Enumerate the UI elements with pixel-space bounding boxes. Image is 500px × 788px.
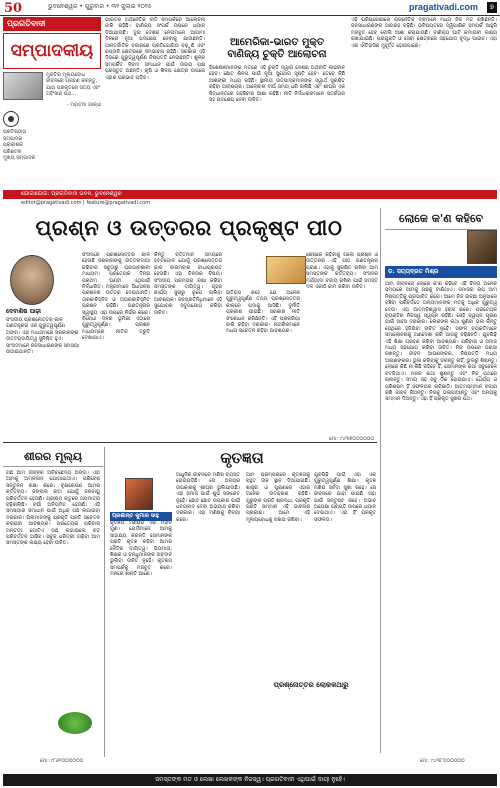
author-name: ଦେବାଶିଷ ପାଢ଼ୀ [6,308,41,315]
article-image [266,256,306,284]
column-box [380,208,497,753]
sidebar-body: ଗଛ ଆମ ଜୀବନର ଅବିଚ୍ଛେଦ୍ୟ ଅଙ୍ଗ। ଏହା ଆମକୁ ଅମ୍ଳଜାନ ଯୋଗାଇଥାଏ। ପରିବେଶ ସନ୍ତୁଳନ ରକ୍ଷା କରେ। ବୃକ୍ଷରୋପଣ ଆମର କର୍ତ୍ତବ୍ୟ। ଜଙ୍ଗଲ କଟା ଯୋଗୁଁ ଜଳବାୟୁ ପରିବର୍ତ୍ତନ ହେଉଛି। ଗ୍ରୀଷ୍ମ ଋତୁରେ ତାପମାତ୍ରା ବଢ଼ିଚାଲିଛି। ବର୍ଷା ଅନିୟମିତ ହେଉଛି। ଏହି ସମସ୍ୟାର ସମାଧାନ ପାଇଁ ଅଧିକ ଗଛ ଲଗାଇବା ଦରକାର। ପିଲାମାନଙ୍କୁ ପ୍ରକୃତି ପ୍ରତି ସଚେତନ କରାଇବା ଆବଶ୍ୟକ। ପ୍ରତ୍ୟେକ ପରିବାର ଅନ୍ତତଃ ଗୋଟିଏ ଗଛ ଲଗାଇଲେ ବଡ଼ ପରିବର୍ତ୍ତନ ଆସିବ। ସବୁଜ ଧରିତ୍ରୀ ଗଢ଼ିବା ଆମ ସମସ୍ତଙ୍କ ଲକ୍ଷ୍ୟ ହେବା ଉଚିତ। [6,470,100,547]
gandhi-quote: ମୁକ୍ତିର ମୂଲ୍ୟବୋଧ ଜୀବନରେ ଗ୍ରହଣ କରନ୍ତୁ, ଯାହା ପ୍ରକୃତରେ ସତ୍ୟ ଏବଂ ଅହିଂସାର ପଥ... [46,72,101,98]
divider [3,442,377,443]
contact-bar: ଯୋଗାଯୋଗ: ପ୍ରଗତିବାଦୀ ଭବନ, ଭୁବନେଶ୍ୱର [3,190,497,199]
article-heading: କୃତଜ୍ଞତା [220,449,264,467]
editor-line: ସମ୍ପାଦକ [3,135,23,142]
page-number: ୭ [487,2,497,13]
editor-lines [3,136,101,162]
article-col: ଯୁବପିଢ଼ି ପାଇଁ ଏହା ଏକ ଗୁରୁତ୍ୱପୂର୍ଣ୍ଣ ଶିକ୍ଷା। କୃତଜ୍ଞ ମଣିଷ ସର୍ବଦା ସୁଖୀ ରହେ। ସେ ଜୀବନରେ ଯାହା ପାଇଛି ତାହା ପାଇଁ ସନ୍ତୁଷ୍ଟ ରହେ। ଅଭାବ ଅପେକ୍ଷା ପ୍ରାପ୍ତି ଉପରେ ଧ୍ୟାନ ଦେଇଥାଏ। ଏହା ହିଁ ପ୍ରକୃତ ସଫଳତା। [314,472,376,523]
author-name: ପ୍ରଶାନ୍ତ କୁମାର ସାହୁ [110,512,172,521]
main-article [82,252,378,434]
sub-heading: ପ୍ରଶ୍ନୋତ୍ତର ଲୋକକଥାରୁ [273,681,349,689]
top-bar [0,0,500,16]
editor-line: ପ୍ରିଣ୍ଟର [3,148,22,155]
section-title: ସମ୍ପାଦକୀୟ [3,33,101,69]
date-line: ଭୁବନେଶ୍ୱର • ଗୁରୁବାର • ୩୧ ଜୁଲାଇ ୨୦୨୫ [48,3,152,10]
editorial-info [3,72,101,187]
footer-disclaimer: ସମସ୍ତଙ୍କ ମତ ଓ ଲେଖା ଲେଖକଙ୍କ ନିଜସ୍ୱ। ପ୍ରଗତିବାଦୀ ଏଥିପାଇଁ ଦାୟୀ ନୁହେଁ। [3,774,497,786]
top-article-headline: ଆମେରିକା-ଭାରତ ମୁକ୍ତ ବାଣିଜ୍ୟ ଚୁକ୍ତି ଆଲୋଚନା [227,37,327,60]
top-article-col: ବିଶେଷଜ୍ଞମାନଙ୍କ ମତରେ ଏହି ଚୁକ୍ତି ଦ୍ୱାରା ଦେଶର ଅର୍ଥନୀତି ଲାଭବାନ ହେବ। ଛୋଟ ଶିଳ୍ପ ପାଇଁ ନୂଆ ସୁଯୋଗ ସୃଷ୍ଟି ହେବ। ତେବେ କିଛି ଆଶଙ୍କା ମଧ୍ୟ ରହିଛି। ସ୍ଥାନୀୟ ଉତ୍ପାଦକମାନଙ୍କ ସ୍ୱାର୍ଥ ସୁରକ୍ଷିତ ରହିବା ଆବଶ୍ୟକ। ଆଲୋଚନା ଦୀର୍ଘ ସମୟ ଧରି ଚାଲିଛି ଏବଂ ଶୀଘ୍ର ଏକ ସିଦ୍ଧାନ୍ତରେ ପହଞ୍ଚିବାର ଆଶା ରହିଛି। ନୀତି ନିର୍ଦ୍ଧାରକମାନେ ସତର୍କତାର ସହ ପଦକ୍ଷେପ ନେବା ଉଚିତ। [209,65,345,104]
top-article-col: ଏହି ପରିପ୍ରେକ୍ଷୀରେ ରାଜନୈତିକ ଦଳମାନେ ମଧ୍ୟ ନିଜ ମତ ରଖିଛନ୍ତି। ଜନସାଧାରଣଙ୍କ ଆଗ୍ରହ ବଢ଼ିଛି। ଭବିଷ୍ୟତରେ ଦ୍ୱିପାକ୍ଷିକ ସମ୍ପର୍କ ଆହୁରି ମଜବୁତ ହେବ ବୋଲି ଆଶା କରାଯାଉଛି। ବାଣିଜ୍ୟ ଘାଟି କମାଇବା ଲକ୍ଷ୍ୟ ରଖାଯାଇଛି। ପ୍ରଯୁକ୍ତି ଓ ସେବା କ୍ଷେତ୍ରରେ ସହଯୋଗ ବୃଦ୍ଧି ପାଇବ। ଏହା ଏକ ଐତିହାସିକ ମୁହୂର୍ତ୍ତ ହୋଇପାରେ। [351,17,497,49]
author-photo [10,255,54,305]
gandhi-portrait [3,72,43,100]
author-contact: ମୋ: ୯୪୩୮୦୦୦୦୦୦ [420,758,465,764]
editor-line: ପ୍ରକାଶକ [3,142,23,149]
founder-emblem-icon [3,111,19,127]
author-photo [125,478,153,510]
top-article [105,17,497,187]
author-contact: ମୋ: ୯୮୬୧୦୦୦୦୦୦ [40,758,84,764]
author-contact: ମୋ: ୯୪୩୭୦୦୦୦୦୦ [328,436,374,442]
sidebar-heading: ଶୀରର ମୂଲ୍ୟ [3,447,103,467]
article-col: ଆମ ପରମ୍ପରାରେ କୃତଜ୍ଞତାକୁ ବହୁତ ଉଚ୍ଚ ସ୍ଥାନ ଦିଆଯାଇଛି। ଶାସ୍ତ୍ର ଓ ପୁରାଣରେ ଏହାର ଅନେକ ଉଦାହରଣ ରହିଛି। ଗୁରୁଙ୍କ ପ୍ରତି ଶ୍ରଦ୍ଧା, ପ୍ରକୃତି ପ୍ରତି ସମ୍ମାନ ଏହି ଭାବନାର ପ୍ରକାଶ। ଆମେ ଏହି ମୂଲ୍ୟବୋଧକୁ ବଞ୍ଚାଇ ରଖିବା। [246,472,310,523]
founder-label: ପ୍ରତିଷ୍ଠାତା [3,129,27,136]
anniversary-logo: 50 [4,1,23,16]
columnist-name: ଡ. ସତ୍ୟବ୍ରତ ମିଶ୍ର [385,266,497,278]
article-col: ଶେଷରେ କହିବାକୁ ଗଲେ ପ୍ରଶ୍ନ ଓ ଉତ୍ତରର ଏହି ପୀଠ ଗଣତନ୍ତ୍ରର ପ୍ରାଣ। ଏହାକୁ ସୁରକ୍ଷିତ ରଖିବା ଆମ ସମସ୍ତଙ୍କ କର୍ତ୍ତବ୍ୟ। ସଂସଦର ମର୍ଯ୍ୟାଦା ବଜାୟ ରଖିବା ପାଇଁ ସମସ୍ତ ଦଳ ଏକାଠି କାମ କରିବା ଉଚିତ। [306,252,378,291]
author-bio: ସଂସଦୀୟ ପ୍ରଶ୍ନୋତ୍ତର କାଳ ଗଣତନ୍ତ୍ରର ଏକ ଗୁରୁତ୍ୱପୂର୍ଣ୍ଣ ଅଙ୍ଗ। ଏହା ମାଧ୍ୟମରେ ସରକାରଙ୍କ ଉତ୍ତରଦାୟିତ୍ୱ ସୁନିଶ୍ଚିତ ହୁଏ। ସାଂସଦମାନେ ଜନସାଧାରଣଙ୍କ ସମସ୍ୟା ଉଠାଇଥାନ୍ତି। [6,317,80,356]
article-col: କିନ୍ତୁ ବର୍ତ୍ତମାନ ସମୟରେ ହଟ୍ଟଗୋଳ ଯୋଗୁଁ ପ୍ରଶ୍ନୋତ୍ତର କାଳ ବାରମ୍ବାର ବାଧାପ୍ରାପ୍ତ ହେଉଛି। ଏହା ଚିନ୍ତାର ବିଷୟ। ସଂସଦୀୟ ପରମ୍ପରା ରକ୍ଷା କରିବା ସମସ୍ତଙ୍କ ଦାୟିତ୍ୱ। ଗୃହର କାର୍ଯ୍ୟ ସୁଚାରୁ ରୂପେ ଚାଲିବା ଆବଶ୍ୟକ। ଜନପ୍ରତିନିଧିମାନେ ଏହି ସୁଯୋଗର ସଦୁପଯୋଗ କରିବା ଉଚିତ। [154,252,222,316]
article-col: ଆଧୁନିକ ଜୀବନରେ ମଣିଷ ବ୍ୟସ୍ତ ହୋଇପଡ଼ିଛି। ସେ ଅନ୍ୟର ଉପକାରକୁ ଶୀଘ୍ର ଭୁଲିଯାଉଛି। ଏହା ସମାଜ ପାଇଁ ଶୁଭ ସଙ୍କେତ ନୁହେଁ। ଛୋଟ ଛୋଟ ଉପକାର ପାଇଁ ଧନ୍ୟବାଦ ଦେବା ଅଭ୍ୟାସ କରିବା ଦରକାର। ଏହା ମଣିଷକୁ ବିନୟୀ କରେ। [176,472,240,523]
main-headline: ପ୍ରଶ୍ନ ଓ ଉତ୍ତରର ପ୍ରକୃଷ୍ଟ ପୀଠ [35,216,343,240]
column-heading: ଲୋକେ କ'ଣ କହିବେ [385,208,497,230]
article-col: ସଂସଦରେ ପ୍ରଶ୍ନୋତ୍ତର କାଳ ହେଉଛି ସରକାରଙ୍କୁ ଉତ୍ତରଦାୟୀ କରିବାର ସବୁଠାରୁ ପ୍ରଭାବଶାଳୀ ମାଧ୍ୟମ। ପ୍ରତ୍ୟେକ ଦିନର ପ୍ରଥମ ଘଣ୍ଟା ଏଥିପାଇଁ ନିର୍ଦ୍ଧାରିତ। ମନ୍ତ୍ରୀମାନେ ସିଧାସଳଖ ପ୍ରଶ୍ନର ଉତ୍ତର ଦେଇଥାନ୍ତି। ତାରକାଚିହ୍ନିତ ଓ ଅତାରକାଚିହ୍ନିତ ପ୍ରଶ୍ନ ରହିଛି। ଗଣତନ୍ତ୍ରର ସ୍ୱାସ୍ଥ୍ୟ ଏହା ଉପରେ ନିର୍ଭର କରେ। ବିରୋଧୀ ଦଳର ଭୂମିକା ଏଠାରେ ଗୁରୁତ୍ୱପୂର୍ଣ୍ଣ। ପ୍ରଶ୍ନ ମାଧ୍ୟମରେ ନୀତିର ତ୍ରୁଟି ଦେଖାଯାଏ। [82,252,150,342]
email-line[interactable]: editor@pragativadi.com | feature@pragativadi.com [21,200,151,206]
top-article-col: ଭାରତର ଅର୍ଥନୈତିକ ନୀତି ସମ୍ପର୍କରେ ଆଲୋଚନା ଜାରି ରହିଛି। ବାଣିଜ୍ୟ ସଂପର୍କ ଉପରେ ଧ୍ୟାନ ଦିଆଯାଉଛି। ଦୁଇ ଦେଶର ନେତାମାନେ ଆଗାମୀ ଦିନରେ ନୂଆ ପଦକ୍ଷେପ ନେବାକୁ ଯାଉଛନ୍ତି। ଆନ୍ତର୍ଜାତିକ ବଜାରରେ ପ୍ରତିଯୋଗିତା ବଢ଼ୁଛି ଏବଂ ରପ୍ତାନି କ୍ଷେତ୍ରରେ ସମ୍ଭାବନା ରହିଛି। ସରକାର ଏହି ଦିଗରେ ଗୁରୁତ୍ୱପୂର୍ଣ୍ଣ ନିଷ୍ପତ୍ତି ନେଇଛନ୍ତି। ଶୁଳ୍କ ସମ୍ପର୍କିତ ବିବାଦ ସମାଧାନ ପାଇଁ ଉଭୟ ପକ୍ଷ ପ୍ରସ୍ତୁତ ଅଛନ୍ତି। କୃଷି ଓ ଶିଳ୍ପ କ୍ଷେତ୍ର ଉପରେ ଏହାର ପ୍ରଭାବ ପଡ଼ିବ। [105,17,205,81]
column-rule [104,447,105,757]
article-col: କୃତଜ୍ଞତା ମଣିଷର ଏକ ମହାନ ଗୁଣ। ଯେଉଁମାନେ ଆମକୁ ସାହାଯ୍ୟ କରନ୍ତି ସେମାନଙ୍କ ପ୍ରତି କୃତଜ୍ଞ ରହିବା ଆମର ନୈତିକ ଦାୟିତ୍ୱ। ପିତାମାତା, ଶିକ୍ଷକ ଓ ବନ୍ଧୁମାନଙ୍କ ଅବଦାନ ଭୁଲିବା ଉଚିତ ନୁହେଁ। କୃତଜ୍ଞତା ସମ୍ପର୍କକୁ ମଜବୁତ କରେ। ମନରେ ଶାନ୍ତି ଆଣେ। [110,520,172,578]
columnist-photo [467,230,497,264]
tree-icon [58,712,92,734]
editor-line: ମୁଖ୍ୟ ସମ୍ପାଦକ [3,155,36,162]
paper-masthead: ପ୍ରଗତିବାଦୀ [3,17,101,31]
column-body: ଆମ ଜୀବନରେ ଲୋକେ କ'ଣ କହିବେ ଏହି ଚିନ୍ତା ଅନେକ ସମୟରେ ଆମକୁ ପଛକୁ ଟାଣିଥାଏ। ସମାଜର ଚାପ ଆମ ନିଷ୍ପତ୍ତିକୁ ପ୍ରଭାବିତ କରେ। ଆମେ ନିଜ ଇଚ୍ଛା ଅନୁସାରେ ବଞ୍ଚିବା ପରିବର୍ତ୍ତେ ଅନ୍ୟମାନଙ୍କ ମତକୁ ଅଧିକ ଗୁରୁତ୍ୱ ଦେଉ। ଏହା ଆତ୍ମବିଶ୍ୱାସ ହ୍ରାସ କରେ। ପ୍ରତ୍ୟେକ ବ୍ୟକ୍ତିର ନିଜସ୍ୱ ସ୍ୱପ୍ନ ରହିଛି। ସେହି ସ୍ୱପ୍ନ ପୂରଣ ପାଇଁ ସାହସ ଦରକାର। ଲୋକଙ୍କ କଥା ଶୁଣିବା ଭଲ କିନ୍ତୁ ସେଥିରେ ହଜିଯିବା ଉଚିତ ନୁହେଁ। ସଫଳ ବ୍ୟକ୍ତିମାନେ ସମାଲୋଚନାକୁ ଅଣଦେଖା କରି ଆଗକୁ ବଢ଼ିଛନ୍ତି। ଯୁବପିଢ଼ି ଏହି ଶିକ୍ଷା ଗ୍ରହଣ କରିବା ଆବଶ୍ୟକ। ପରିବାର ଓ ସମାଜ ମଧ୍ୟ ସହଯୋଗ କରିବା ଉଚିତ। ନିଜ ଉପରେ ଭରସା ରଖନ୍ତୁ। ଜୀବନ ଆପଣଙ୍କର, ନିଷ୍ପତ୍ତି ମଧ୍ୟ ଆପଣଙ୍କର। ଭୁଲ କରିବାକୁ ଡରନ୍ତୁ ନାହିଁ, ଭୁଲରୁ ଶିଖନ୍ତୁ। ଲୋକେ କିଛି ନା କିଛି କହିବେ ହିଁ, ସେମାନଙ୍କ କଥା ସବୁବେଳେ ବଦଳିଥାଏ। ମନର କଥା ଶୁଣନ୍ତୁ ଏବଂ ନିଜ ପଥରେ ଚାଲନ୍ତୁ। ସମୟ ସହ ସବୁ ଠିକ ହୋଇଯାଏ। ଧୈର୍ଯ୍ୟ ଓ ପରିଶ୍ରମ ହିଁ ସଫଳତାର ଚାବିକାଠି। ଆତ୍ମସମ୍ମାନ ବଜାୟ ରଖି ଜୀବନ ଜିଅନ୍ତୁ। ନିଜକୁ ଭଲପାଆନ୍ତୁ ଏବଂ ଅନ୍ୟକୁ ସମ୍ମାନ ଦିଅନ୍ତୁ। ଏହା ହିଁ ପ୍ରକୃତ ସୁଖର ପଥ। [385,281,497,403]
site-url[interactable]: pragativadi.com [408,2,478,12]
article-col: ଇତିହାସ କହେ ଯେ ଅନେକ ଗୁରୁତ୍ୱପୂର୍ଣ୍ଣ ତଥ୍ୟ ପ୍ରଶ୍ନୋତ୍ତର କାଳରେ ପଦାକୁ ଆସିଛି। ଦୁର୍ନୀତି ପ୍ରକାଶ ପାଇଛି। ସରକାର ନୀତି ସଂଶୋଧନ କରିଛନ୍ତି। ଏହି ପ୍ରକ୍ରିୟା ଜାରି ରହିବା ଦରକାର। ନାଗରିକମାନେ ମଧ୍ୟ ସଚେତନ ରହିବା ଆବଶ୍ୟକ। [226,290,300,335]
quote-author: - ମହାତ୍ମା ଗାନ୍ଧୀ [66,102,101,108]
